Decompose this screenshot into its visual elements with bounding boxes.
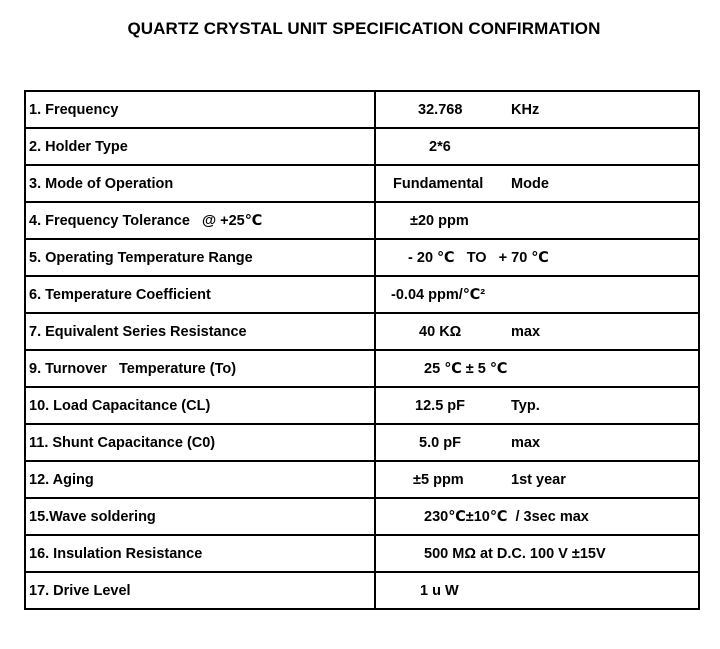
spec-row-shunt-capacitance <box>25 424 699 461</box>
spec-value: 32.768 <box>418 101 463 118</box>
spec-value-cell <box>375 313 699 350</box>
spec-value: - 20 ℃ TO + 70 ℃ <box>408 249 549 266</box>
spec-label: 12. Aging <box>25 461 375 498</box>
spec-label: 6. Temperature Coefficient <box>25 276 375 313</box>
spec-row-turnover-temperature <box>25 350 699 387</box>
spec-value-cell <box>375 165 699 202</box>
spec-row-operating-temperature-range <box>25 239 699 276</box>
spec-value-cell <box>375 350 699 387</box>
spec-label: 9. Turnover Temperature (To) <box>25 350 375 387</box>
spec-value: 2*6 <box>429 138 451 155</box>
spec-label: 16. Insulation Resistance <box>25 535 375 572</box>
spec-value: -0.04 ppm/℃² <box>391 286 486 303</box>
spec-label: 11. Shunt Capacitance (C0) <box>25 424 375 461</box>
spec-row-aging <box>25 461 699 498</box>
spec-value-cell <box>375 202 699 239</box>
spec-value-cell <box>375 276 699 313</box>
spec-value: 1 u W <box>420 582 459 599</box>
spec-row-load-capacitance <box>25 387 699 424</box>
spec-label: 7. Equivalent Series Resistance <box>25 313 375 350</box>
spec-label: 10. Load Capacitance (CL) <box>25 387 375 424</box>
specification-table <box>24 90 700 610</box>
spec-value-cell <box>375 387 699 424</box>
spec-label: 17. Drive Level <box>25 572 375 609</box>
spec-value: ±5 ppm <box>413 471 464 488</box>
spec-unit: max <box>511 323 541 340</box>
spec-unit: Mode <box>511 175 549 192</box>
spec-value: Fundamental <box>393 175 484 192</box>
spec-unit: max <box>511 434 541 451</box>
spec-value-cell <box>375 498 699 535</box>
spec-label: 5. Operating Temperature Range <box>25 239 375 276</box>
spec-row-frequency <box>25 91 699 128</box>
spec-value: 230℃±10℃ / 3sec max <box>424 508 589 525</box>
spec-value-cell <box>375 239 699 276</box>
spec-value: 25 ℃ ± 5 ℃ <box>424 360 508 377</box>
spec-row-holder-type <box>25 128 699 165</box>
spec-unit: 1st year <box>511 471 566 488</box>
spec-row-drive-level <box>25 572 699 609</box>
spec-row-wave-soldering <box>25 498 699 535</box>
spec-value-cell <box>375 572 699 609</box>
spec-value: 5.0 pF <box>419 434 461 451</box>
spec-value-cell <box>375 461 699 498</box>
spec-value: 500 MΩ at D.C. 100 V ±15V <box>424 545 606 562</box>
spec-label: 15.Wave soldering <box>25 498 375 535</box>
spec-value-cell <box>375 128 699 165</box>
spec-unit: Typ. <box>511 397 540 414</box>
spec-row-insulation-resistance <box>25 535 699 572</box>
spec-value-cell <box>375 91 699 128</box>
spec-label: 2. Holder Type <box>25 128 375 165</box>
spec-row-equivalent-series-resistance <box>25 313 699 350</box>
spec-row-temperature-coefficient <box>25 276 699 313</box>
spec-value: 40 KΩ <box>419 323 462 340</box>
spec-value-cell <box>375 424 699 461</box>
spec-unit: KHz <box>511 101 540 118</box>
spec-label: 1. Frequency <box>25 91 375 128</box>
document-title: QUARTZ CRYSTAL UNIT SPECIFICATION CONFIRMATION <box>127 19 601 38</box>
spec-row-frequency-tolerance <box>25 202 699 239</box>
spec-value-cell <box>375 535 699 572</box>
spec-row-mode-of-operation <box>25 165 699 202</box>
spec-value: 12.5 pF <box>415 397 465 414</box>
spec-label: 4. Frequency Tolerance @ +25℃ <box>25 202 375 239</box>
spec-value: ±20 ppm <box>410 212 469 229</box>
spec-label: 3. Mode of Operation <box>25 165 375 202</box>
